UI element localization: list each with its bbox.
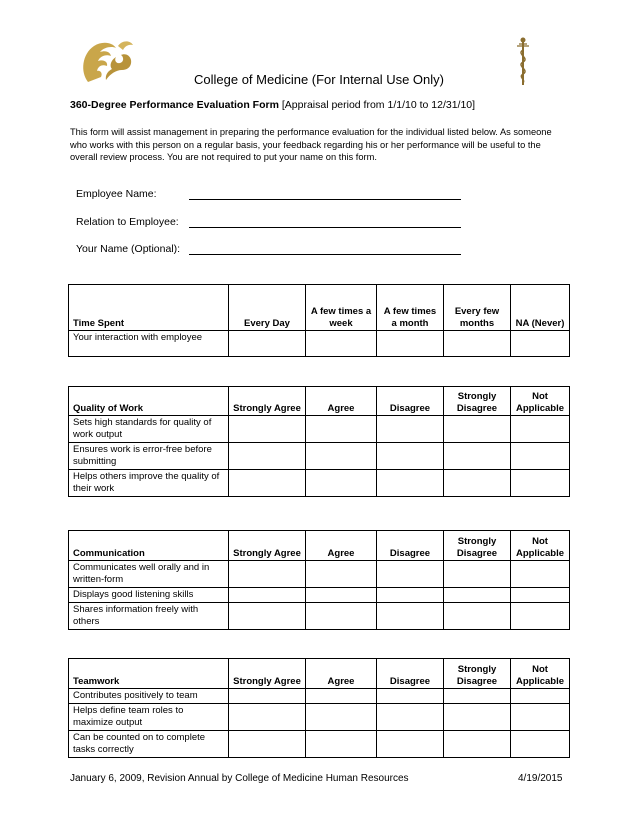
rating-cell[interactable] — [377, 704, 444, 731]
table-row — [69, 689, 570, 704]
rating-cell[interactable] — [306, 470, 377, 497]
strongly-agree-header: Strongly Agree — [229, 387, 306, 416]
page-title: College of Medicine (For Internal Use Only) — [194, 72, 444, 87]
time-spent-header: Time Spent — [69, 285, 229, 331]
every-day-header: Every Day — [229, 285, 306, 331]
form-subtitle — [70, 99, 475, 111]
row-label: Can be counted on to complete tasks correctly — [69, 731, 229, 758]
strongly-agree-header: Strongly Agree — [229, 531, 306, 561]
table-row — [69, 470, 570, 497]
agree-header: Agree — [306, 659, 377, 689]
your-name-label: Your Name (Optional): — [76, 243, 181, 255]
rating-cell[interactable] — [377, 689, 444, 704]
rating-cell[interactable] — [444, 443, 511, 470]
rating-cell[interactable] — [444, 561, 511, 588]
rating-cell[interactable] — [511, 603, 570, 630]
rating-cell[interactable] — [444, 689, 511, 704]
rating-cell[interactable] — [229, 470, 306, 497]
your-name-field[interactable] — [189, 254, 461, 255]
few-times-week-header: A few times a week — [306, 285, 377, 331]
footer-date: 4/19/2015 — [518, 773, 563, 784]
rating-cell[interactable] — [444, 416, 511, 443]
row-label: Helps define team roles to maximize output — [69, 704, 229, 731]
rating-cell[interactable] — [229, 704, 306, 731]
table-row — [69, 731, 570, 758]
rating-cell[interactable] — [511, 704, 570, 731]
rating-cell[interactable] — [377, 603, 444, 630]
rating-cell[interactable] — [306, 588, 377, 603]
communication-header: Communication — [69, 531, 229, 561]
rating-cell[interactable] — [229, 561, 306, 588]
rating-cell[interactable] — [377, 588, 444, 603]
rating-cell[interactable] — [229, 689, 306, 704]
rating-cell[interactable] — [444, 731, 511, 758]
disagree-header: Disagree — [377, 659, 444, 689]
rating-cell[interactable] — [511, 689, 570, 704]
row-label: Your interaction with employee — [69, 331, 229, 357]
employee-name-field[interactable] — [189, 199, 461, 200]
table-row — [69, 331, 570, 357]
rating-cell[interactable] — [511, 470, 570, 497]
rating-cell[interactable] — [306, 704, 377, 731]
rating-cell[interactable] — [444, 603, 511, 630]
table-row — [69, 443, 570, 470]
quality-of-work-table — [68, 386, 570, 497]
rating-cell[interactable] — [306, 603, 377, 630]
rating-cell[interactable] — [511, 331, 570, 357]
rating-cell[interactable] — [377, 561, 444, 588]
table-row — [69, 588, 570, 603]
row-label: Sets high standards for quality of work output — [69, 416, 229, 443]
form-title: 360-Degree Performance Evaluation Form — [70, 99, 279, 111]
rating-cell[interactable] — [306, 731, 377, 758]
rating-cell[interactable] — [306, 561, 377, 588]
relation-field[interactable] — [189, 227, 461, 228]
rating-cell[interactable] — [377, 470, 444, 497]
disagree-header: Disagree — [377, 387, 444, 416]
row-label: Communicates well orally and in written-form — [69, 561, 229, 588]
rating-cell[interactable] — [229, 731, 306, 758]
rating-cell[interactable] — [444, 470, 511, 497]
rating-cell[interactable] — [511, 416, 570, 443]
communication-table — [68, 530, 570, 630]
rating-cell[interactable] — [229, 588, 306, 603]
table-header-row — [69, 387, 570, 416]
appraisal-period: [Appraisal period from 1/1/10 to 12/31/10] — [281, 99, 476, 111]
not-applicable-header: Not Applicable — [511, 659, 570, 689]
every-few-months-header: Every few months — [444, 285, 511, 331]
agree-header: Agree — [306, 387, 377, 416]
not-applicable-header: Not Applicable — [511, 531, 570, 561]
few-times-month-header: A few times a month — [377, 285, 444, 331]
rating-cell[interactable] — [377, 416, 444, 443]
rating-cell[interactable] — [511, 561, 570, 588]
rating-cell[interactable] — [229, 443, 306, 470]
rating-cell[interactable] — [229, 331, 306, 357]
rating-cell[interactable] — [377, 731, 444, 758]
teamwork-table — [68, 658, 570, 758]
disagree-header: Disagree — [377, 531, 444, 561]
agree-header: Agree — [306, 531, 377, 561]
teamwork-header: Teamwork — [69, 659, 229, 689]
rating-cell[interactable] — [511, 443, 570, 470]
table-row — [69, 603, 570, 630]
row-label: Shares information freely with others — [69, 603, 229, 630]
strongly-disagree-header: Strongly Disagree — [444, 659, 511, 689]
rating-cell[interactable] — [377, 331, 444, 357]
rating-cell[interactable] — [444, 704, 511, 731]
table-row — [69, 561, 570, 588]
table-header-row — [69, 659, 570, 689]
table-header-row — [69, 285, 570, 331]
intro-paragraph: This form will assist management in preparing the performance evaluation for the individual listed below. As someone who works with this person on a regular basis, your feedback regarding his or her performance will be useful to the overall review process. You are not required to put your name on this form. — [70, 127, 552, 163]
rating-cell[interactable] — [306, 689, 377, 704]
rating-cell[interactable] — [444, 588, 511, 603]
strongly-disagree-header: Strongly Disagree — [444, 531, 511, 561]
row-label: Displays good listening skills — [69, 588, 229, 603]
rating-cell[interactable] — [306, 443, 377, 470]
quality-header: Quality of Work — [69, 387, 229, 416]
row-label: Helps others improve the quality of their work — [69, 470, 229, 497]
employee-name-label: Employee Name: — [76, 188, 157, 200]
strongly-disagree-header: Strongly Disagree — [444, 387, 511, 416]
time-spent-table — [68, 284, 570, 357]
strongly-agree-header: Strongly Agree — [229, 659, 306, 689]
table-row — [69, 416, 570, 443]
never-header: NA (Never) — [511, 285, 570, 331]
rating-cell[interactable] — [511, 588, 570, 603]
table-header-row — [69, 531, 570, 561]
rating-cell[interactable] — [511, 731, 570, 758]
rating-cell[interactable] — [306, 416, 377, 443]
row-label: Contributes positively to team — [69, 689, 229, 704]
rating-cell[interactable] — [306, 331, 377, 357]
table-row — [69, 704, 570, 731]
rating-cell[interactable] — [444, 331, 511, 357]
rating-cell[interactable] — [377, 443, 444, 470]
not-applicable-header: Not Applicable — [511, 387, 570, 416]
row-label: Ensures work is error-free before submitting — [69, 443, 229, 470]
rating-cell[interactable] — [229, 416, 306, 443]
relation-label: Relation to Employee: — [76, 216, 179, 228]
rating-cell[interactable] — [229, 603, 306, 630]
footer-revision: January 6, 2009, Revision Annual by College of Medicine Human Resources — [70, 773, 409, 784]
